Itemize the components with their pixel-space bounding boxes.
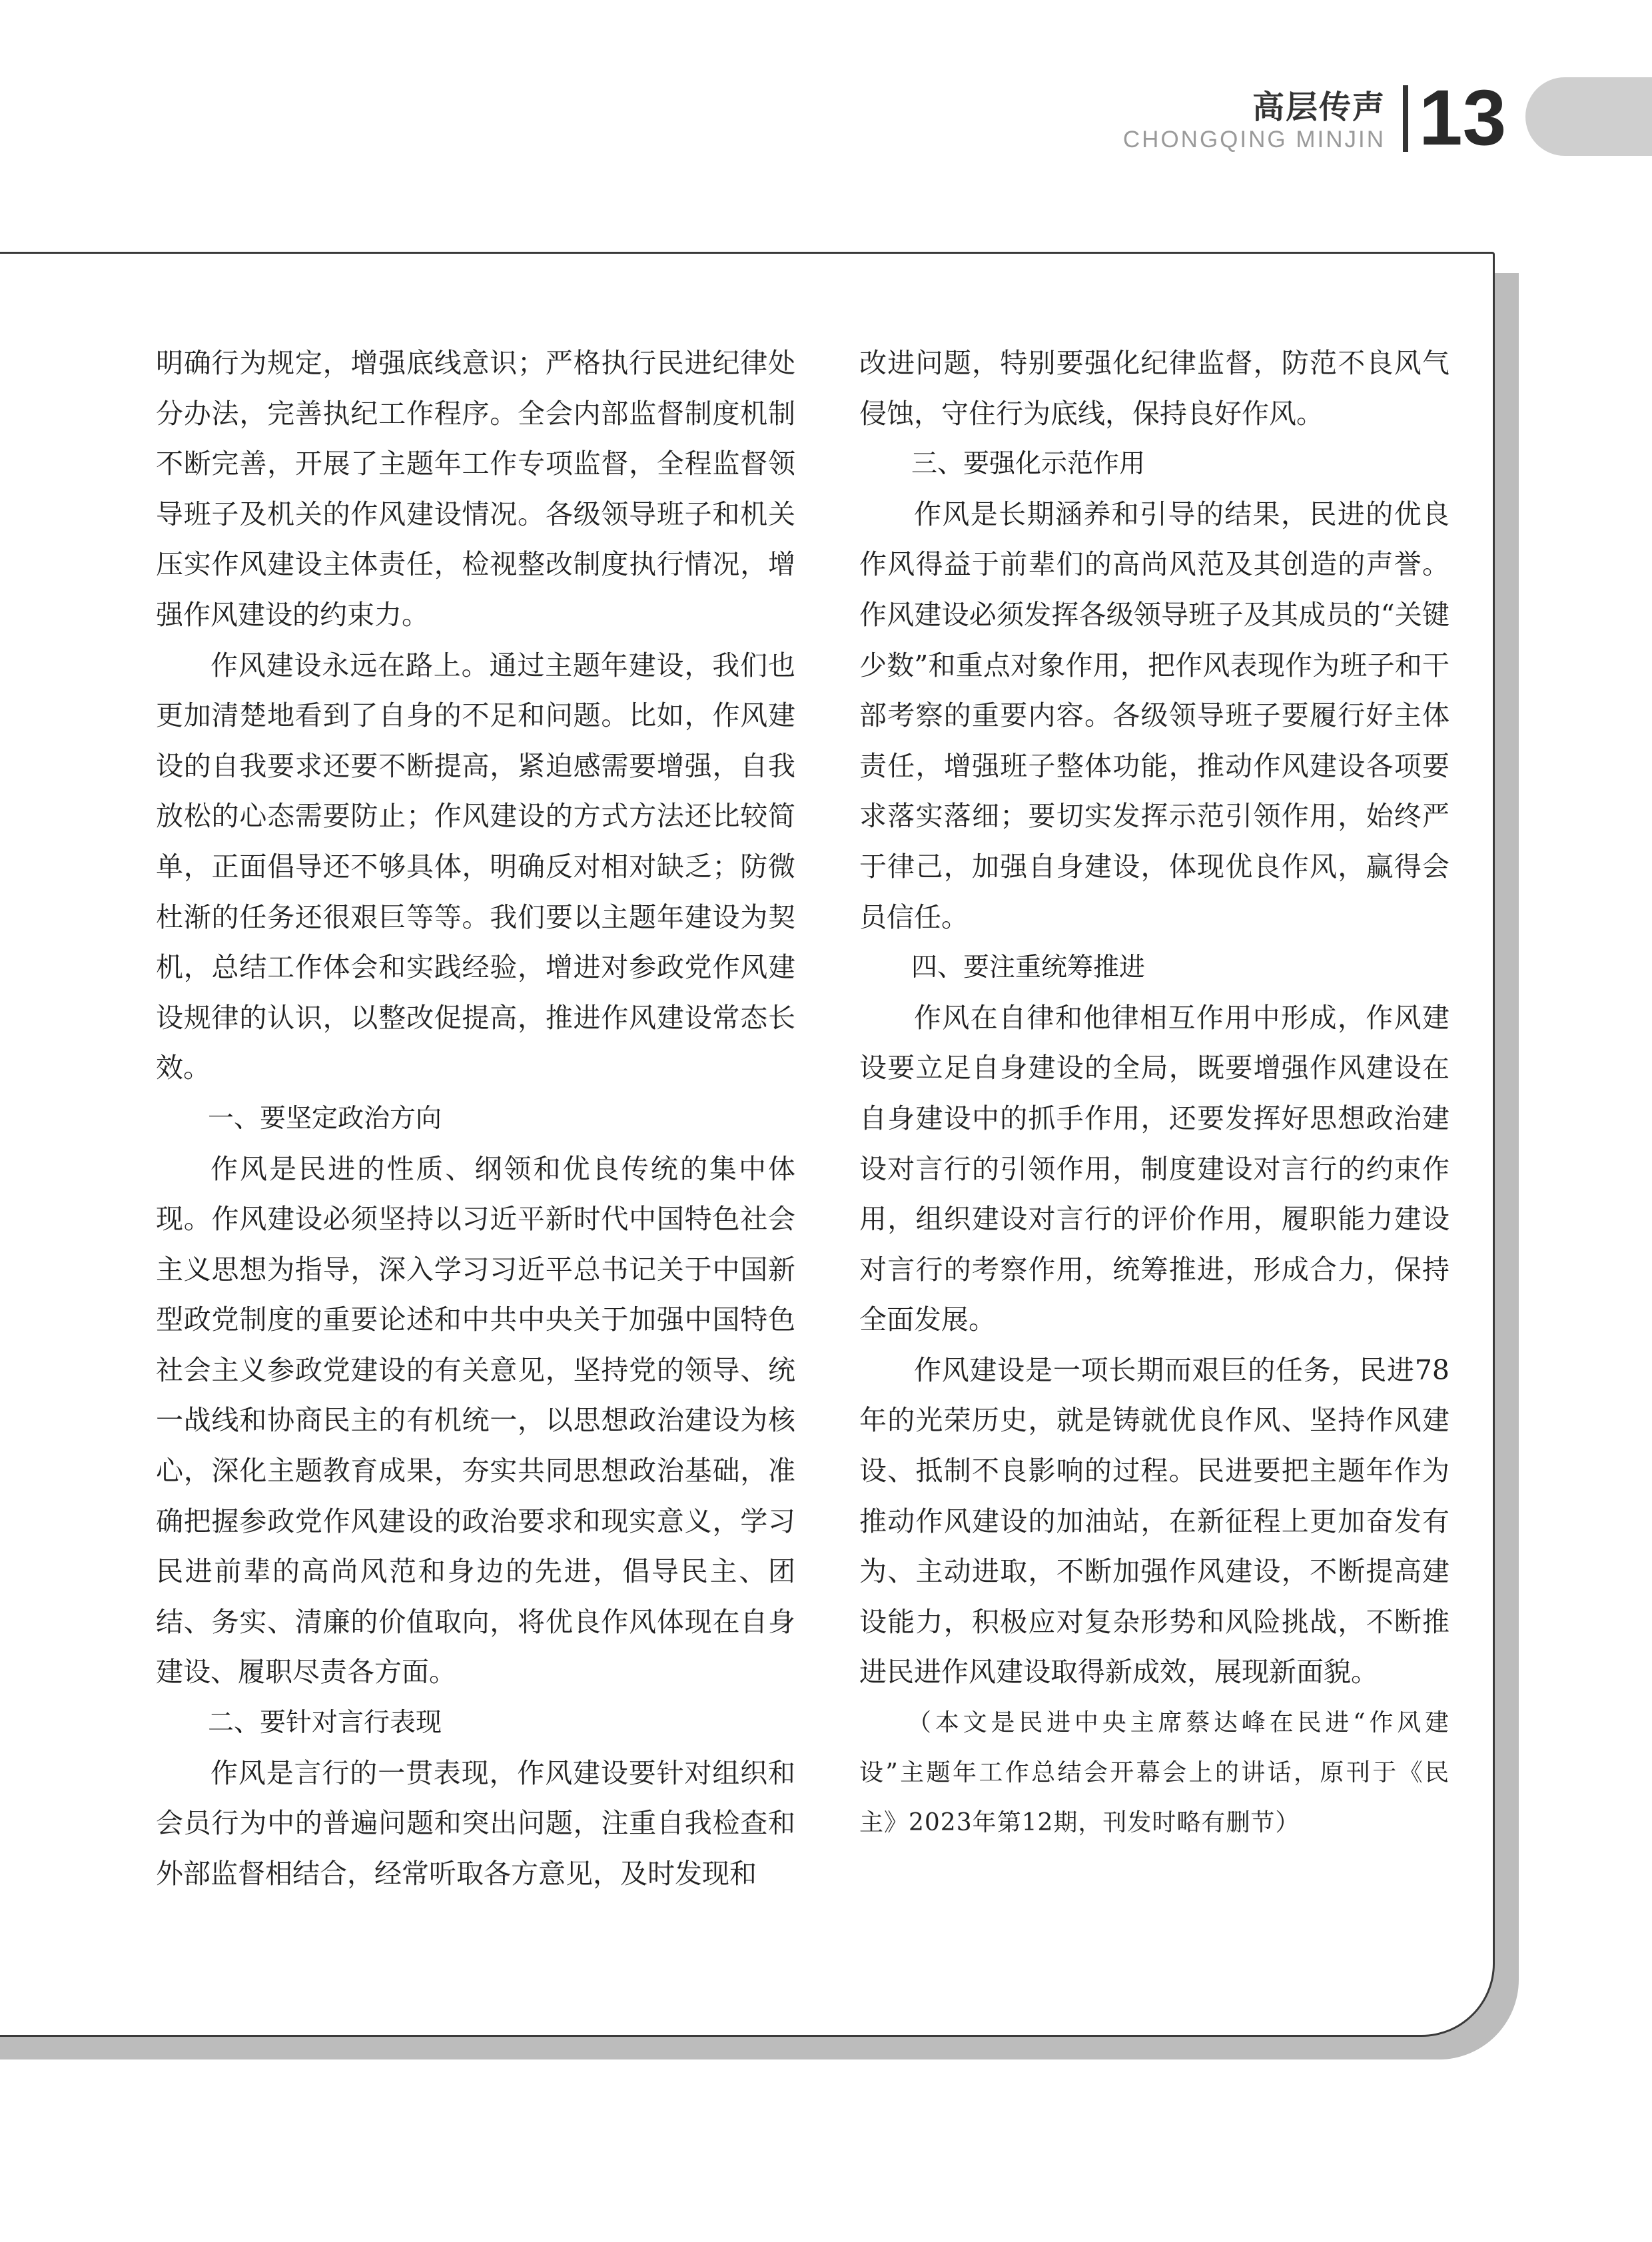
paragraph: 作风是长期涵养和引导的结果，民进的优良作风得益于前辈们的高尚风范及其创造的声誉。作风建设必须发挥各级领导班子及其成员的“关键少数”和重点对象作用，把作风表现作为班子和干部考察的重要内容。各级领导班子要履行好主体责任，增强班子整体功能，推动作风建设各项要求落实落细；要切实发挥示范引领作用，始终严于律己，加强自身建设，体现优良作风，赢得会员信任。 [859,498,1449,933]
header-tab-decoration [1525,77,1652,156]
section-heading: 一、要坚定政治方向 [208,1103,442,1134]
section-title: 高层传声 [1252,89,1386,126]
paragraph: 作风是言行的一贯表现，作风建设要针对组织和会员行为中的普遍问题和突出问题，注重自我检查和外部监督相结合，经常听取各方意见，及时发现和 [156,1756,795,1890]
paragraph: 作风是民进的性质、纲领和优良传统的集中体现。作风建设必须坚持以习近平新时代中国特色社会主义思想为指导，深入学习习近平总书记关于中国新型政党制度的重要论述和中共中央关于加强中国特色社会主义参政党建设的有关意见，坚持党的领导、统一战线和协商民主的有机统一，以思想政治建设为核心，深化主题教育成果，夯实共同思想政治基础，准确把握参政党作风建设的政治要求和现实意义，学习民进前辈的高尚风范和身边的先进，倡导民主、团结、务实、清廉的价值取向，将优良作风体现在自身建设、履职尽责各方面。 [156,1152,795,1688]
paragraph: 作风建设永远在路上。通过主题年建设，我们也更加清楚地看到了自身的不足和问题。比如，作风建设的自我要求还要不断提高，紧迫感需要增强，自我放松的心态需要防止；作风建设的方式方法还比较简单，正面倡导还不够具体，明确反对相对缺乏；防微杜渐的任务还很艰巨等等。我们要以主题年建设为契机，总结工作体会和实践经验，增进对参政党作风建设规律的认识，以整改促提高，推进作风建设常态长效。 [156,649,795,1084]
page-number: 13 [1419,74,1507,162]
paragraph: 明确行为规定，增强底线意识；严格执行民进纪律处分办法，完善执纪工作程序。全会内部监督制度机制不断完善，开展了主题年工作专项监督，全程监督领导班子及机关的作风建设情况。各级领导班子和机关压实作风建设主体责任，检视整改制度执行情况，增强作风建设的约束力。 [156,347,795,631]
paragraph: 作风建设是一项长期而艰巨的任务，民进78年的光荣历史，就是铸就优良作风、坚持作风建设、抵制不良影响的过程。民进要把主题年作为推动作风建设的加油站，在新征程上更加奋发有为、主动进取，不断加强作风建设，不断提高建设能力，积极应对复杂形势和风险挑战，不断推进民进作风建设取得新成效，展现新面貌。 [859,1353,1449,1688]
section-heading: 四、要注重统筹推进 [911,952,1146,983]
section-subtitle: CHONGQING MINJIN [1122,127,1386,153]
right-column [859,338,1449,1848]
paragraph: 改进问题，特别要强化纪律监督，防范不良风气侵蚀，守住行为底线，保持良好作风。 [859,347,1449,430]
paragraph: 作风在自律和他律相互作用中形成，作风建设要立足自身建设的全局，既要增强作风建设在自身建设中的抓手作用，还要发挥好思想政治建设对言行的引领作用，制度建设对言行的约束作用，组织建设对言行的评价作用，履职能力建设对言行的考察作用，统筹推进，形成合力，保持全面发展。 [859,1001,1449,1336]
section-heading: 二、要针对言行表现 [208,1708,442,1738]
source-note: （本文是民进中央主席蔡达峰在民进“作风建设”主题年工作总结会开幕会上的讲话，原刊于《民主》2023年第12期，刊发时略有删节） [859,1709,1449,1837]
left-column [156,338,795,1899]
section-heading: 三、要强化示范作用 [911,449,1146,480]
header-divider [1403,85,1408,152]
